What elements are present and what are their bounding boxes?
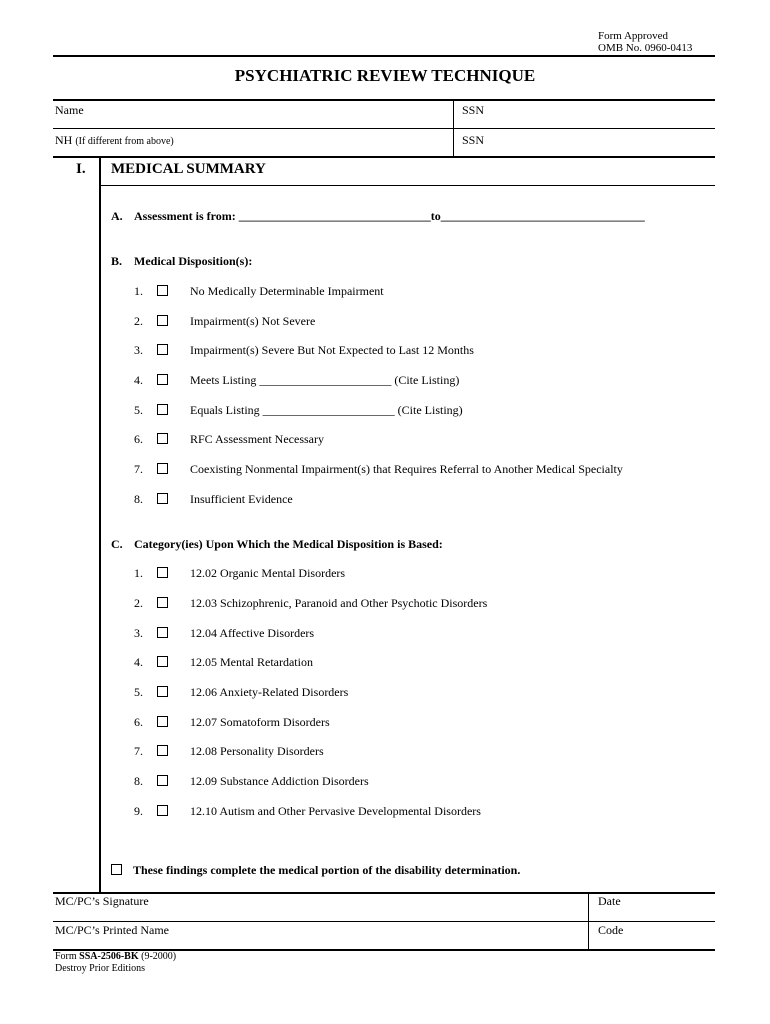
category-label: 12.05 Mental Retardation	[190, 655, 313, 669]
category-num: 6.	[134, 715, 143, 729]
disposition-num: 6.	[134, 432, 143, 446]
category-checkbox[interactable]	[157, 745, 168, 756]
section-rule	[53, 156, 715, 158]
category-num: 1.	[134, 566, 143, 580]
category-num: 8.	[134, 774, 143, 788]
assessment-period[interactable]: Assessment is from: ________________________________to__________________________________	[134, 209, 645, 223]
section-heading: MEDICAL SUMMARY	[111, 161, 266, 177]
category-checkbox[interactable]	[157, 656, 168, 667]
disposition-label: Insufficient Evidence	[190, 492, 293, 506]
printed-name-field[interactable]	[55, 935, 585, 949]
category-label: 12.02 Organic Mental Disorders	[190, 566, 346, 580]
disposition-checkbox[interactable]	[157, 493, 168, 504]
findings-statement: These findings complete the medical portion of the disability determination.	[133, 863, 521, 877]
disposition-checkbox[interactable]	[157, 463, 168, 474]
category-label: 12.07 Somatoform Disorders	[190, 715, 330, 729]
disposition-checkbox[interactable]	[157, 374, 168, 385]
date-field[interactable]	[598, 907, 712, 921]
category-label: 12.03 Schizophrenic, Paranoid and Other Psychotic Disorders	[190, 596, 488, 610]
category-checkbox[interactable]	[157, 716, 168, 727]
destroy-note: Destroy Prior Editions	[55, 963, 145, 974]
ssn-label: SSN	[462, 103, 485, 117]
signature-label: MC/PC’s Signature	[55, 894, 149, 908]
code-label: Code	[598, 923, 624, 937]
disposition-num: 7.	[134, 462, 143, 476]
nh-field[interactable]	[55, 143, 452, 156]
category-num: 4.	[134, 655, 143, 669]
category-heading: Category(ies) Upon Which the Medical Disposition is Based:	[134, 537, 443, 551]
disposition-checkbox[interactable]	[157, 344, 168, 355]
disposition-checkbox[interactable]	[157, 433, 168, 444]
item-b-label: B.	[111, 254, 123, 268]
disposition-num: 1.	[134, 284, 143, 298]
name-field[interactable]	[55, 113, 452, 127]
category-label: 12.09 Substance Addiction Disorders	[190, 774, 369, 788]
category-num: 3.	[134, 626, 143, 640]
section-roman: I.	[76, 161, 86, 177]
disposition-label: Impairment(s) Severe But Not Expected to Last 12 Months	[190, 343, 474, 357]
category-checkbox[interactable]	[157, 775, 168, 786]
disposition-num: 5.	[134, 403, 143, 417]
disposition-num: 4.	[134, 373, 143, 387]
category-checkbox[interactable]	[157, 567, 168, 578]
signature-field[interactable]	[55, 907, 585, 921]
signature-mid-rule	[53, 921, 715, 922]
disposition-label: Equals Listing ______________________ (Cite Listing)	[190, 403, 463, 417]
disposition-checkbox[interactable]	[157, 285, 168, 296]
category-num: 2.	[134, 596, 143, 610]
category-checkbox[interactable]	[157, 597, 168, 608]
top-rule	[53, 55, 715, 57]
category-label: 12.04 Affective Disorders	[190, 626, 315, 640]
ssn-field[interactable]	[462, 113, 712, 127]
category-label: 12.10 Autism and Other Pervasive Developmental Disorders	[190, 804, 481, 818]
form-id: SSA-2506-BK	[79, 951, 139, 962]
title-rule	[53, 99, 715, 101]
disposition-checkbox[interactable]	[157, 315, 168, 326]
disposition-num: 2.	[134, 314, 143, 328]
page-title: PSYCHIATRIC REVIEW TECHNIQUE	[234, 66, 536, 85]
section-left-bar	[99, 157, 101, 894]
disposition-label: RFC Assessment Necessary	[190, 432, 324, 446]
category-num: 7.	[134, 744, 143, 758]
nh-note: (If different from above)	[75, 136, 174, 147]
disposition-num: 3.	[134, 343, 143, 357]
category-num: 9.	[134, 804, 143, 818]
heading-rule	[100, 185, 715, 186]
category-checkbox[interactable]	[157, 805, 168, 816]
disposition-num: 8.	[134, 492, 143, 506]
category-checkbox[interactable]	[157, 627, 168, 638]
item-a-label: A.	[111, 209, 123, 223]
ssn-label-2: SSN	[462, 133, 485, 147]
nh-text: NH	[55, 133, 73, 147]
form-id-line	[55, 951, 176, 963]
row-rule	[53, 128, 715, 129]
omb-number: OMB No. 0960-0413	[598, 42, 693, 54]
date-label: Date	[598, 894, 621, 908]
category-label: 12.06 Anxiety-Related Disorders	[190, 685, 349, 699]
form-prefix: Form	[55, 951, 80, 962]
disposition-label: Meets Listing ______________________ (Cite Listing)	[190, 373, 460, 387]
category-checkbox[interactable]	[157, 686, 168, 697]
item-c-label: C.	[111, 537, 123, 551]
disposition-label: No Medically Determinable Impairment	[190, 284, 384, 298]
medical-disposition-heading: Medical Disposition(s):	[134, 254, 253, 268]
disposition-label: Coexisting Nonmental Impairment(s) that Requires Referral to Another Medical Specialty	[190, 462, 623, 476]
category-label: 12.08 Personality Disorders	[190, 744, 324, 758]
ssn-field-2[interactable]	[462, 143, 712, 156]
form-approved-text: Form Approved	[598, 30, 668, 42]
disposition-checkbox[interactable]	[157, 404, 168, 415]
category-num: 5.	[134, 685, 143, 699]
name-label: Name	[55, 103, 84, 117]
form-date: (9-2000)	[138, 951, 177, 962]
disposition-label: Impairment(s) Not Severe	[190, 314, 316, 328]
printed-name-label: MC/PC’s Printed Name	[55, 923, 170, 937]
findings-checkbox[interactable]	[111, 864, 122, 875]
code-field[interactable]	[598, 935, 712, 949]
